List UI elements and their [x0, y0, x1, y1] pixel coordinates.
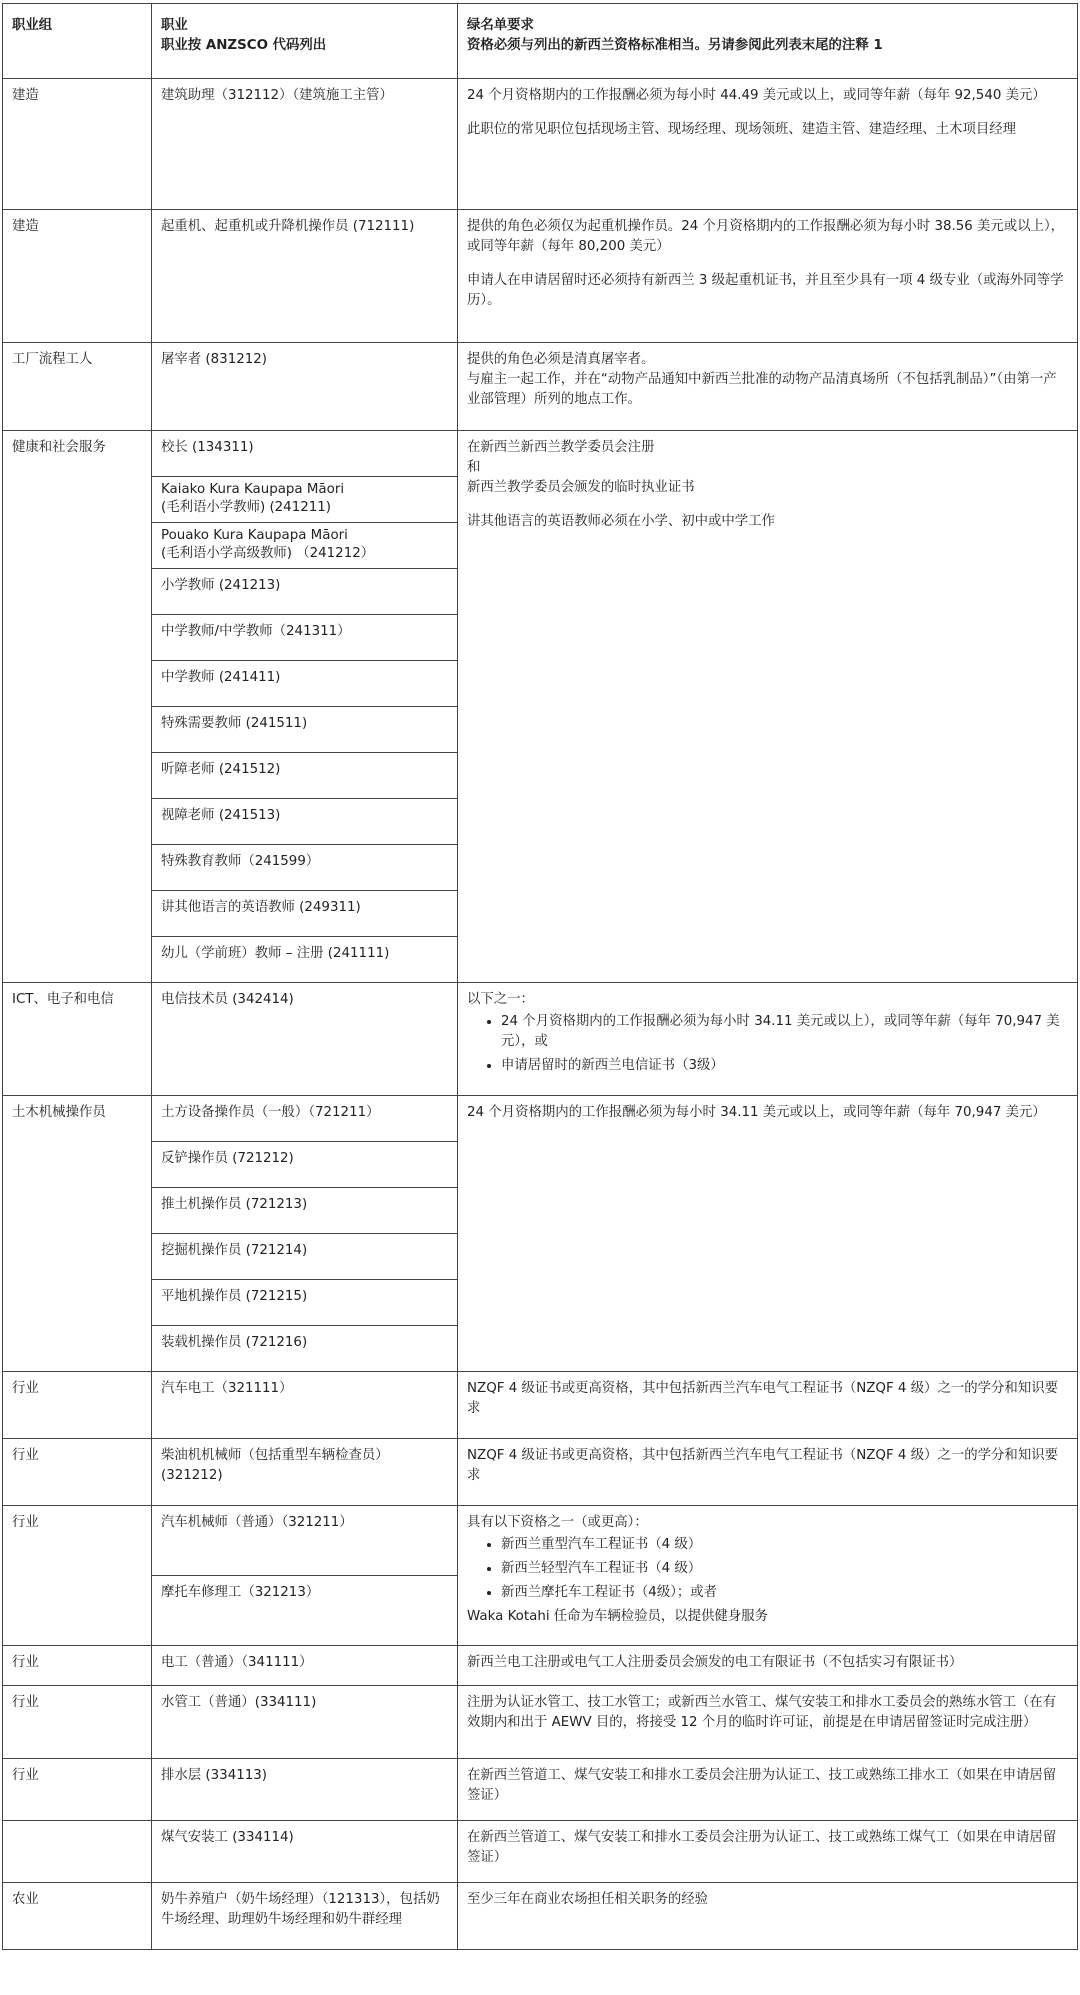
list-item: • 新西兰重型汽车工程证书（4 级） — [501, 1535, 1068, 1555]
requirement-cell: NZQF 4 级证书或更高资格，其中包括新西兰汽车电气工程证书（NZQF 4 级）之一的学分和知识要求 — [458, 1372, 1078, 1439]
occupation-cell: 煤气安装工 (334114) — [152, 1821, 458, 1883]
list-item: • 申请居留时的新西兰电信证书（3级） — [501, 1056, 1068, 1076]
requirement-cell: 具有以下资格之一（或更高）： • 新西兰重型汽车工程证书（4 级） • 新西兰轻型汽车工程证书（4 级） • 新西兰摩托车工程证书（4级）；或者 Waka Kotahi 任命为车辆检验员，以提供健身服务 — [458, 1506, 1078, 1646]
table-row — [3, 1439, 1078, 1506]
occupation-cell: 特殊需要教师 (241511) — [152, 707, 458, 753]
requirement-cell: 在新西兰管道工、煤气安装工和排水工委员会注册为认证工、技工或熟练工排水工（如果在申请居留签证） — [458, 1759, 1078, 1821]
requirement-cell: 至少三年在商业农场担任相关职务的经验 — [458, 1883, 1078, 1950]
occupation-cell: 汽车机械师（普通）（321211） — [152, 1506, 458, 1576]
group-cell: 行业 — [3, 1372, 152, 1439]
group-cell: 建造 — [3, 210, 152, 343]
header-row — [3, 4, 1078, 79]
requirement-cell: 在新西兰新西兰教学委员会注册 和 新西兰教学委员会颁发的临时执业证书 讲其他语言的英语教师必须在小学、初中或中学工作 — [458, 431, 1078, 983]
group-cell: 行业 — [3, 1759, 152, 1821]
occupation-cell: Kaiako Kura Kaupapa Māori (毛利语小学教师) (241211) — [152, 477, 458, 523]
occupation-cell: 特殊教育教师（241599） — [152, 845, 458, 891]
occupation-cell: 推土机操作员 (721213) — [152, 1188, 458, 1234]
occupation-cell: 柴油机机械师（包括重型车辆检查员）(321212) — [152, 1439, 458, 1506]
occupation-cell: 排水层 (334113) — [152, 1759, 458, 1821]
table-row — [3, 431, 1078, 477]
occupation-cell: 中学教师 (241411) — [152, 661, 458, 707]
header-requirements: 绿名单要求 资格必须与列出的新西兰资格标准相当。另请参阅此列表末尾的注释 1 — [458, 4, 1078, 79]
group-cell: ICT、电子和电信 — [3, 983, 152, 1096]
occupation-cell: 挖掘机操作员 (721214) — [152, 1234, 458, 1280]
occupation-cell: 电工（普通）（341111） — [152, 1646, 458, 1686]
group-cell: 农业 — [3, 1883, 152, 1950]
occupation-cell: Pouako Kura Kaupapa Māori (毛利语小学高级教师) （241212） — [152, 523, 458, 569]
list-item: • 新西兰轻型汽车工程证书（4 级） — [501, 1559, 1068, 1579]
requirement-cell: 新西兰电工注册或电气工人注册委员会颁发的电工有限证书（不包括实习有限证书） — [458, 1646, 1078, 1686]
table-row — [3, 1506, 1078, 1576]
occupation-cell: 中学教师/中学教师（241311） — [152, 615, 458, 661]
occupation-cell: 摩托车修理工（321213） — [152, 1576, 458, 1646]
group-cell: 行业 — [3, 1646, 152, 1686]
requirement-cell: 注册为认证水管工、技工水管工；或新西兰水管工、煤气安装工和排水工委员会的熟练水管工（在有效期内和出于 AEWV 目的，将接受 12 个月的临时许可证，前提是在申请居留签证时完成注册） — [458, 1686, 1078, 1759]
occupation-cell: 屠宰者 (831212) — [152, 343, 458, 431]
table-row — [3, 1883, 1078, 1950]
table-row — [3, 1646, 1078, 1686]
occupation-cell: 起重机、起重机或升降机操作员 (712111) — [152, 210, 458, 343]
group-cell: 行业 — [3, 1686, 152, 1759]
bullet-list — [467, 1012, 1068, 1076]
occupation-cell: 奶牛养殖户（奶牛场经理）（121313），包括奶牛场经理、助理奶牛场经理和奶牛群经理 — [152, 1883, 458, 1950]
occupation-cell: 土方设备操作员（一般）（721211） — [152, 1096, 458, 1142]
occupation-cell: 讲其他语言的英语教师 (249311) — [152, 891, 458, 937]
occupation-cell: 平地机操作员 (721215) — [152, 1280, 458, 1326]
list-item: • 24 个月资格期内的工作报酬必须为每小时 34.11 美元或以上），或同等年薪（每年 70,947 美元），或 — [501, 1012, 1068, 1052]
table-row — [3, 1821, 1078, 1883]
table-row — [3, 1372, 1078, 1439]
requirement-cell: 24 个月资格期内的工作报酬必须为每小时 44.49 美元或以上，或同等年薪（每年 92,540 美元） 此职位的常见职位包括现场主管、现场经理、现场领班、建造主管、建造经理、土木项目经理 — [458, 79, 1078, 210]
green-list-table — [2, 3, 1078, 1950]
table-row — [3, 210, 1078, 343]
group-cell: 工厂流程工人 — [3, 343, 152, 431]
requirement-cell: 提供的角色必须是清真屠宰者。 与雇主一起工作，并在“动物产品通知中新西兰批准的动物产品清真场所（不包括乳制品）”（由第一产业部管理）所列的地点工作。 — [458, 343, 1078, 431]
occupation-cell: 幼儿（学前班）教师 – 注册 (241111) — [152, 937, 458, 983]
occupation-cell: 听障老师 (241512) — [152, 753, 458, 799]
header-occupation: 职业 职业按 ANZSCO 代码列出 — [152, 4, 458, 79]
table-row — [3, 1096, 1078, 1142]
requirement-cell: NZQF 4 级证书或更高资格，其中包括新西兰汽车电气工程证书（NZQF 4 级）之一的学分和知识要求 — [458, 1439, 1078, 1506]
list-item: • 新西兰摩托车工程证书（4级）；或者 — [501, 1583, 1068, 1603]
table-row — [3, 79, 1078, 210]
group-cell: 行业 — [3, 1506, 152, 1646]
requirement-cell: 以下之一： • 24 个月资格期内的工作报酬必须为每小时 34.11 美元或以上），或同等年薪（每年 70,947 美元），或 • 申请居留时的新西兰电信证书（3级） — [458, 983, 1078, 1096]
group-cell: 行业 — [3, 1439, 152, 1506]
header-occupation-group: 职业组 — [3, 4, 152, 79]
group-cell: 土木机械操作员 — [3, 1096, 152, 1372]
table-row — [3, 1759, 1078, 1821]
group-cell — [3, 1821, 152, 1883]
occupation-cell: 水管工（普通）(334111) — [152, 1686, 458, 1759]
occupation-cell: 校长 (134311) — [152, 431, 458, 477]
occupation-cell: 装载机操作员 (721216) — [152, 1326, 458, 1372]
requirement-cell: 提供的角色必须仅为起重机操作员。24 个月资格期内的工作报酬必须为每小时 38.56 美元或以上），或同等年薪（每年 80,200 美元） 申请人在申请居留时还必须持有新西兰 3 级起重机证书，并且至少具有一项 4 级专业（或海外同等学历）。 — [458, 210, 1078, 343]
table-row — [3, 1686, 1078, 1759]
group-cell: 健康和社会服务 — [3, 431, 152, 983]
occupation-cell: 建筑助理（312112）（建筑施工主管） — [152, 79, 458, 210]
occupation-cell: 汽车电工（321111） — [152, 1372, 458, 1439]
occupation-cell: 电信技术员 (342414) — [152, 983, 458, 1096]
requirement-cell: 24 个月资格期内的工作报酬必须为每小时 34.11 美元或以上，或同等年薪（每年 70,947 美元） — [458, 1096, 1078, 1372]
group-cell: 建造 — [3, 79, 152, 210]
occupation-cell: 反铲操作员 (721212) — [152, 1142, 458, 1188]
table-row — [3, 983, 1078, 1096]
table-row — [3, 343, 1078, 431]
bullet-list — [467, 1535, 1068, 1603]
requirement-cell: 在新西兰管道工、煤气安装工和排水工委员会注册为认证工、技工或熟练工煤气工（如果在申请居留签证） — [458, 1821, 1078, 1883]
occupation-cell: 小学教师 (241213) — [152, 569, 458, 615]
occupation-cell: 视障老师 (241513) — [152, 799, 458, 845]
